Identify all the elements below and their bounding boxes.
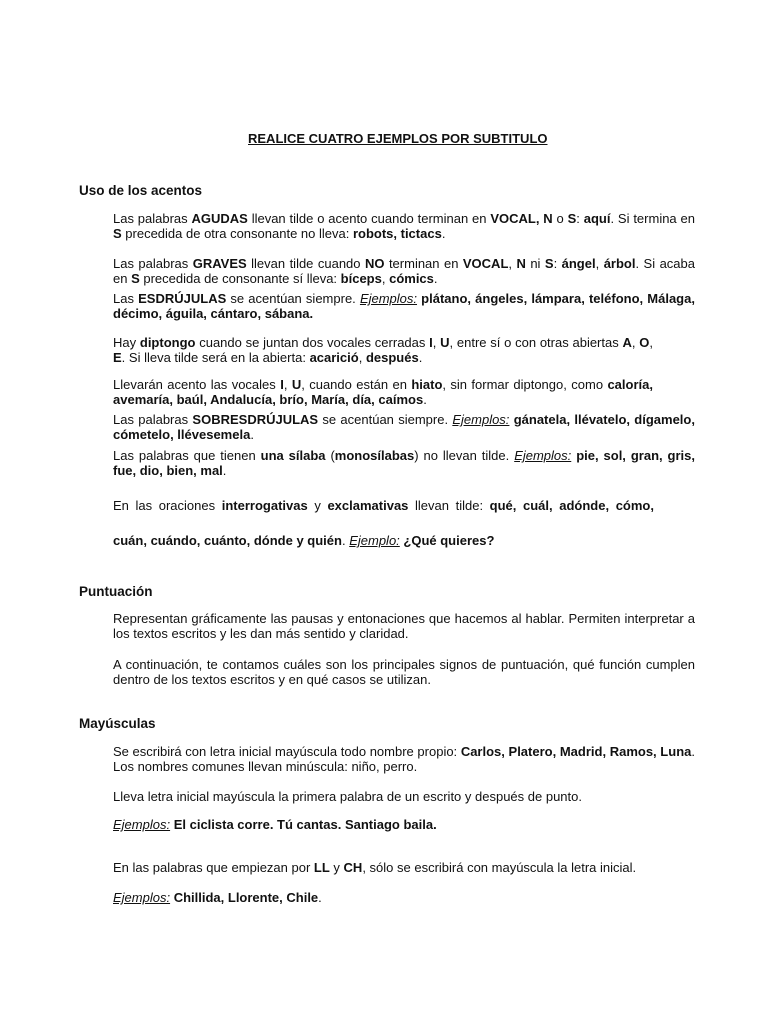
text-run: cuando se juntan dos vocales cerradas <box>195 335 430 350</box>
bold-text: S <box>131 271 140 286</box>
paragraph <box>113 533 695 548</box>
bold-text: interrogativas <box>221 498 308 513</box>
paragraph <box>113 817 695 832</box>
text-run: se acentúan siempre. <box>226 291 360 306</box>
text-run: Hay <box>113 335 140 350</box>
bold-text: ESDRÚJULAS <box>138 291 227 306</box>
text-run: precedida de consonante sí lleva: <box>139 271 341 286</box>
bold-text: El ciclista corre. Tú cantas. Santiago baila. <box>173 817 437 832</box>
text-run: , sin formar diptongo, como <box>442 377 608 392</box>
text-run: precedida de otra consonante no lleva: <box>121 226 353 241</box>
paragraph <box>113 498 695 513</box>
text-run: En las oraciones <box>113 498 222 513</box>
text-run: ni <box>525 256 545 271</box>
example-label: Ejemplos: <box>452 412 510 427</box>
bold-text: ángel <box>561 256 596 271</box>
text-run: Las palabras que tienen <box>113 448 261 463</box>
bold-text: U <box>440 335 450 350</box>
text-run: . <box>418 350 423 365</box>
bold-text: exclamativas <box>327 498 409 513</box>
text-run: Las palabras <box>113 256 193 271</box>
text-run: , <box>358 350 366 365</box>
text-run: , cuando están en <box>301 377 412 392</box>
text-run: , sólo se escribirá con mayúscula la letra inicial. <box>362 860 637 875</box>
bold-text: pie, sol, gran, gris, fue, dio, bien, mal <box>113 448 695 478</box>
bold-text: plátano, ángeles, lámpara, teléfono, Málaga, décimo, águila, cántaro, sábana. <box>113 291 695 321</box>
text-run: y <box>307 498 328 513</box>
text-run: , <box>631 335 640 350</box>
text-run: . <box>318 890 322 905</box>
paragraph <box>113 291 695 321</box>
text-run: llevan tilde o acento cuando terminan en <box>247 211 491 226</box>
text-run: . Los nombres comunes llevan minúscula: niño, perro. <box>113 744 695 774</box>
example-label: Ejemplos: <box>514 448 572 463</box>
text-run: ) no llevan tilde. <box>414 448 515 463</box>
bold-text: Chillida, Llorente, Chile <box>173 890 319 905</box>
bold-text: qué, cuál, adónde, cómo, <box>489 498 654 513</box>
example-label: Ejemplos: <box>359 291 418 306</box>
text-run: llevan tilde cuando <box>246 256 365 271</box>
paragraph <box>113 211 695 241</box>
bold-text: hiato <box>411 377 443 392</box>
text-run: o <box>552 211 568 226</box>
bold-text: cuán, cuándo, cuánto, dónde y quién <box>113 533 342 548</box>
example-label: Ejemplos: <box>113 817 171 832</box>
text-run: , entre sí o con otras abiertas <box>449 335 623 350</box>
bold-text: aquí <box>583 211 611 226</box>
bold-text: AGUDAS <box>191 211 248 226</box>
text-run: : <box>553 256 562 271</box>
bold-text: S <box>567 211 577 226</box>
text-run: , <box>595 256 604 271</box>
bold-text: LL <box>313 860 330 875</box>
paragraph <box>113 890 695 905</box>
bold-text: ¿Qué quieres? <box>403 533 495 548</box>
text-run: . <box>341 533 350 548</box>
text-run: : <box>576 211 584 226</box>
text-run: Las palabras <box>113 211 192 226</box>
text-run: En las palabras que empiezan por <box>113 860 314 875</box>
text-run: , <box>649 335 653 350</box>
bold-text: después <box>365 350 419 365</box>
paragraph <box>113 412 695 442</box>
section-heading-mayusculas: Mayúsculas <box>79 716 156 731</box>
text-run: se acentúan siempre. <box>318 412 453 427</box>
bold-text: A <box>622 335 632 350</box>
paragraph <box>113 256 695 286</box>
text-run: . <box>222 463 227 478</box>
text-run: Representan gráficamente las pausas y entonaciones que hacemos al hablar. Permiten interpretar a los textos escritos y les dan más sentido y claridad. <box>113 611 695 641</box>
text-run: Lleva letra inicial mayúscula la primera palabra de un escrito y después de punto. <box>113 789 582 804</box>
paragraph <box>113 744 695 774</box>
example-label: Ejemplo: <box>349 533 400 548</box>
paragraph <box>113 377 653 407</box>
text-run: A continuación, te contamos cuáles son los principales signos de puntuación, qué función cumplen dentro de los textos escritos y en qué casos se utilizan. <box>113 657 695 687</box>
bold-text: SOBRESDRÚJULAS <box>192 412 319 427</box>
text-run: terminan en <box>384 256 463 271</box>
bold-text: I <box>429 335 433 350</box>
text-run: . <box>250 427 254 442</box>
bold-text: VOCAL <box>462 256 509 271</box>
text-run: , <box>508 256 517 271</box>
bold-text: GRAVES <box>192 256 247 271</box>
text-run: llevan tilde: <box>408 498 490 513</box>
text-run: Llevarán acento las vocales <box>113 377 281 392</box>
bold-text: NO <box>364 256 385 271</box>
paragraph <box>113 657 695 687</box>
bold-text: N <box>516 256 526 271</box>
bold-text: VOCAL, N <box>490 211 553 226</box>
document-title: REALICE CUATRO EJEMPLOS POR SUBTITULO <box>248 131 548 146</box>
bold-text: bíceps <box>340 271 382 286</box>
section-heading-acentos: Uso de los acentos <box>79 183 203 198</box>
text-run: . <box>441 226 446 241</box>
bold-text: robots, tictacs <box>352 226 442 241</box>
bold-text: diptongo <box>139 335 196 350</box>
bold-text: acarició <box>309 350 359 365</box>
text-run: , <box>283 377 292 392</box>
text-run: Las <box>113 291 139 306</box>
text-run: y <box>329 860 344 875</box>
text-run: . <box>433 271 438 286</box>
bold-text: Carlos, Platero, Madrid, Ramos, Luna <box>460 744 692 759</box>
bold-text: CH <box>343 860 363 875</box>
bold-text: árbol <box>603 256 636 271</box>
text-run: . Si acaba en <box>113 256 695 286</box>
bold-text: S <box>113 226 122 241</box>
text-run: Se escribirá con letra inicial mayúscula todo nombre propio: <box>113 744 461 759</box>
bold-text: E <box>113 350 122 365</box>
paragraph <box>113 611 695 641</box>
bold-text: caloría, avemaría, baúl, Andalucía, brío, María, día, caímos <box>113 377 653 407</box>
paragraph <box>113 860 643 875</box>
bold-text: una sílaba <box>260 448 326 463</box>
text-run: Las palabras <box>113 412 193 427</box>
text-run: . Si lleva tilde será en la abierta: <box>121 350 310 365</box>
bold-text: gánatela, llévatelo, dígamelo, cómetelo, llévesemela <box>113 412 695 442</box>
bold-text: I <box>280 377 284 392</box>
text-run: . Si termina en <box>610 211 695 226</box>
text-run: . <box>423 392 427 407</box>
bold-text: cómics <box>389 271 434 286</box>
text-run: , <box>432 335 441 350</box>
paragraph <box>113 448 695 478</box>
bold-text: S <box>544 256 554 271</box>
example-label: Ejemplos: <box>113 890 171 905</box>
bold-text: U <box>291 377 302 392</box>
paragraph <box>113 789 695 804</box>
bold-text: monosílabas <box>334 448 415 463</box>
text-run: , <box>381 271 390 286</box>
bold-text: O <box>639 335 650 350</box>
section-heading-puntuacion: Puntuación <box>79 584 153 599</box>
paragraph <box>113 335 653 365</box>
text-run: ( <box>325 448 335 463</box>
